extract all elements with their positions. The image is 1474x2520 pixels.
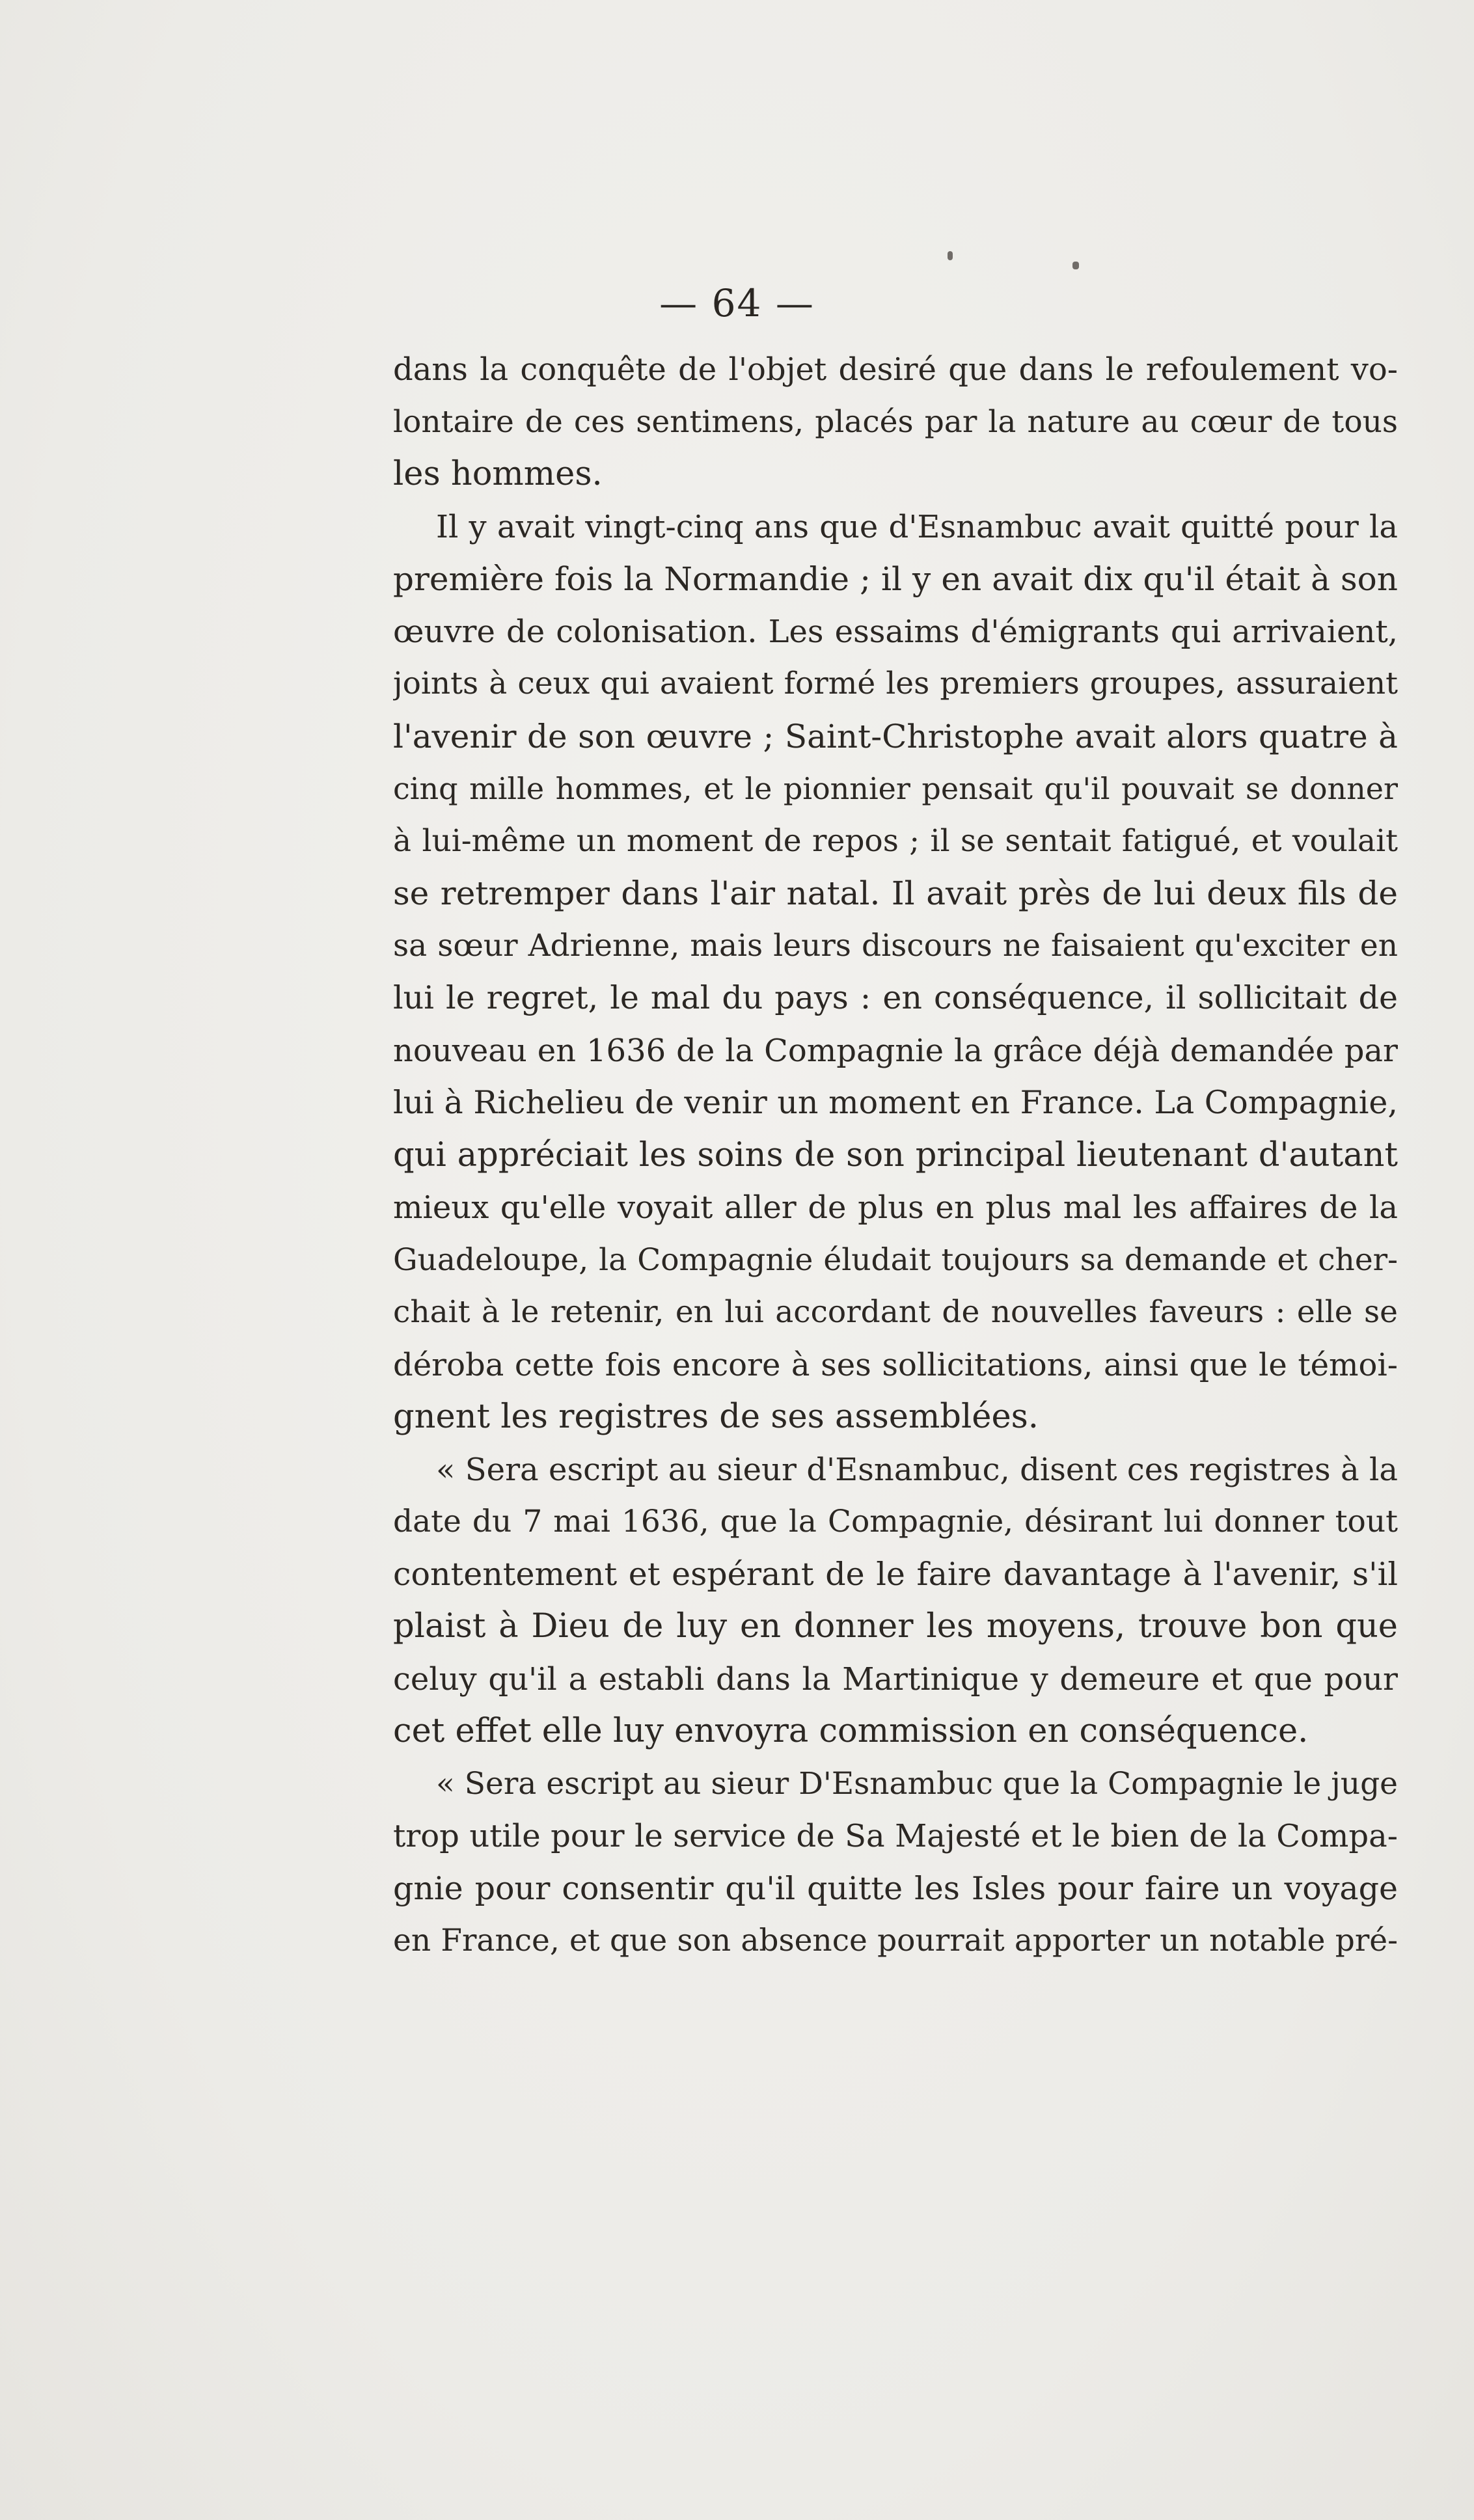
text-line: se retremper dans l'air natal. Il avait près de lui deux fils de	[393, 874, 1398, 912]
text-line: qui appréciait les soins de son principal lieutenant d'autant	[393, 1135, 1398, 1174]
text-line: cinq mille hommes, et le pionnier pensait qu'il pouvait se donner	[393, 771, 1398, 806]
ink-speck	[1072, 262, 1079, 269]
text-line: trop utile pour le service de Sa Majesté et le bien de la Compa-	[393, 1818, 1398, 1854]
text-line: « Sera escript au sieur d'Esnambuc, disent ces registres à la	[436, 1451, 1398, 1488]
text-line: gnie pour consentir qu'il quitte les Isles pour faire un voyage	[393, 1869, 1398, 1907]
text-line: gnent les registres de ses assemblées.	[393, 1398, 1039, 1436]
text-line: date du 7 mai 1636, que la Compagnie, désirant lui donner tout	[393, 1504, 1398, 1539]
page-number: — 64 —	[659, 281, 815, 325]
text-line: sa sœur Adrienne, mais leurs discours ne faisaient qu'exciter en	[393, 927, 1398, 964]
text-line: l'avenir de son œuvre ; Saint-Christophe avait alors quatre à	[393, 717, 1398, 755]
body-text	[393, 344, 1398, 1968]
text-line: contentement et espérant de le faire davantage à l'avenir, s'il	[393, 1555, 1398, 1593]
text-line: lontaire de ces sentimens, placés par la nature au cœur de tous	[393, 403, 1398, 440]
text-line: joints à ceux qui avaient formé les premiers groupes, assuraient	[393, 666, 1398, 701]
text-line: mieux qu'elle voyait aller de plus en plus mal les affaires de la	[393, 1189, 1398, 1226]
text-line: Il y avait vingt-cinq ans que d'Esnambuc avait quitté pour la	[436, 508, 1398, 545]
text-line: cet effet elle luy envoyra commission en conséquence.	[393, 1712, 1309, 1750]
text-line: déroba cette fois encore à ses sollicitations, ainsi que le témoi-	[393, 1346, 1398, 1383]
text-line: Guadeloupe, la Compagnie éludait toujours sa demande et cher-	[393, 1241, 1398, 1278]
text-line: à lui-même un moment de repos ; il se sentait fatigué, et voulait	[393, 822, 1398, 859]
ink-speck	[948, 251, 953, 260]
text-line: celuy qu'il a establi dans la Martinique y demeure et que pour	[393, 1660, 1398, 1698]
text-line: lui à Richelieu de venir un moment en France. La Compagnie,	[393, 1084, 1398, 1121]
text-line: en France, et que son absence pourrait apporter un notable pré-	[393, 1923, 1398, 1958]
text-line: nouveau en 1636 de la Compagnie la grâce déjà demandée par	[393, 1032, 1398, 1069]
text-line: « Sera escript au sieur D'Esnambuc que la Compagnie le juge	[436, 1765, 1398, 1802]
text-line: première fois la Normandie ; il y en avait dix qu'il était à son	[393, 560, 1398, 598]
text-line: plaist à Dieu de luy en donner les moyens, trouve bon que	[393, 1607, 1398, 1646]
text-line: lui le regret, le mal du pays : en conséquence, il sollicitait de	[393, 979, 1398, 1016]
text-line: les hommes.	[393, 455, 603, 493]
text-line: chait à le retenir, en lui accordant de nouvelles faveurs : elle se	[393, 1294, 1398, 1330]
text-line: dans la conquête de l'objet desiré que dans le refoulement vo-	[393, 351, 1398, 388]
text-line: œuvre de colonisation. Les essaims d'émigrants qui arrivaient,	[393, 613, 1398, 650]
